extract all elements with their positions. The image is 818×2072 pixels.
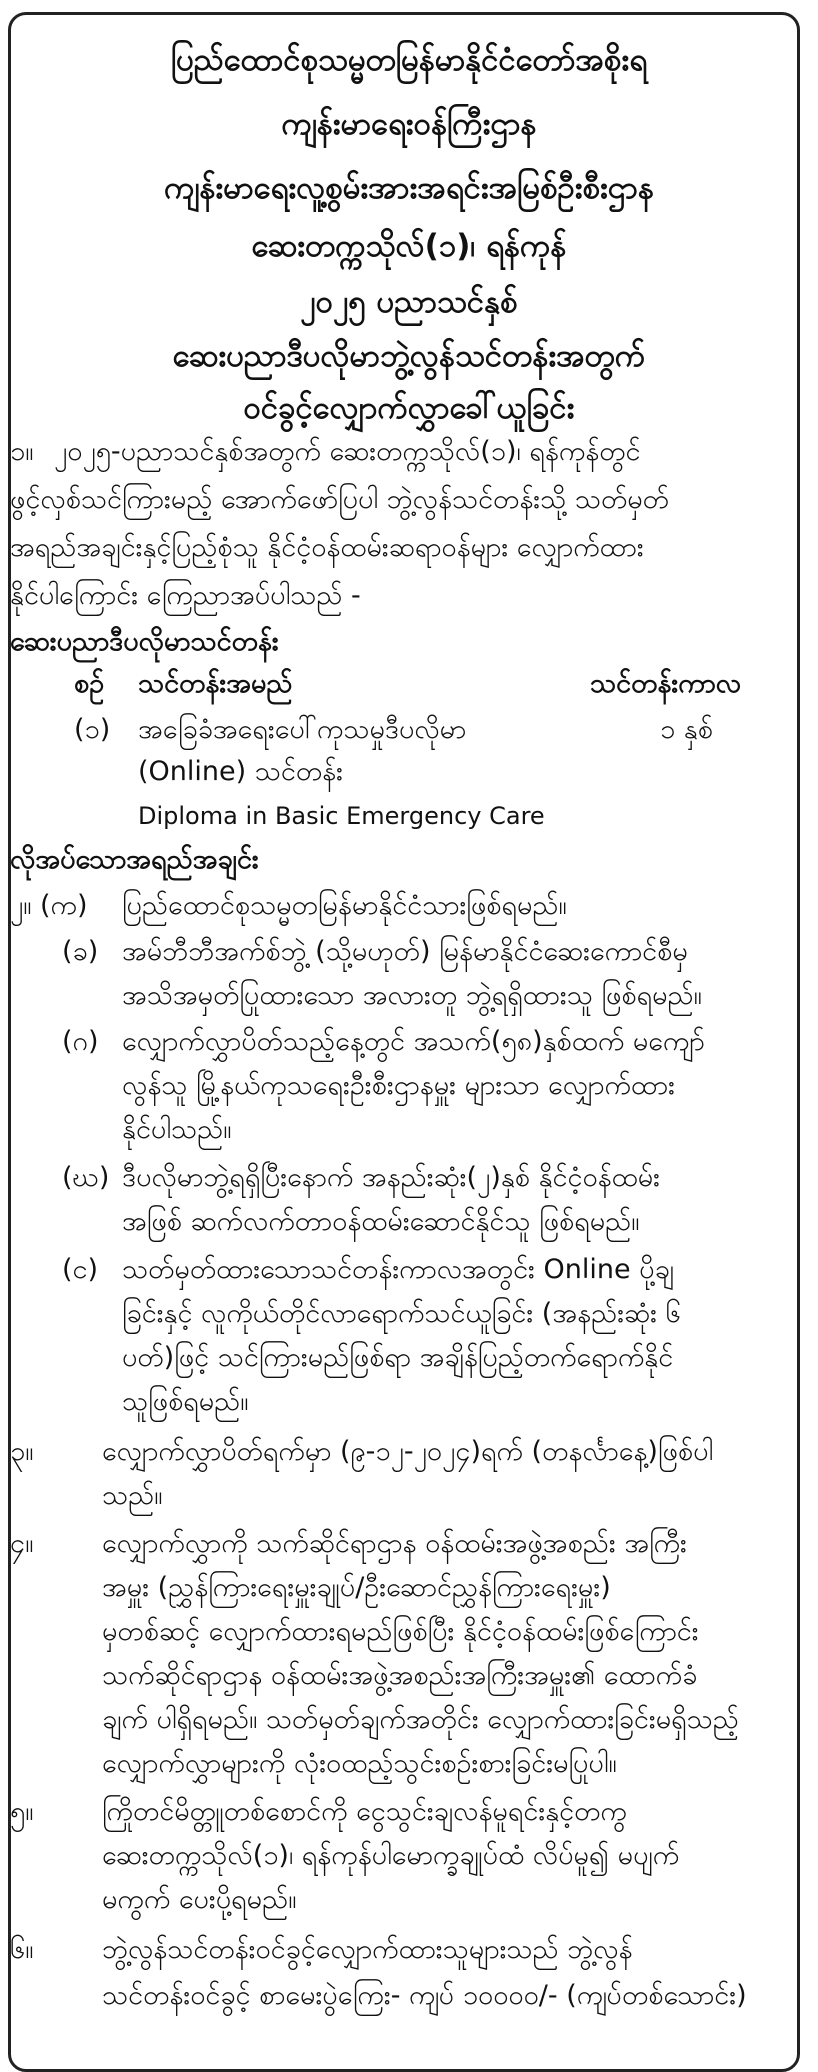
intro-line: ဖွင့်လှစ်သင်ကြားမည့် အောက်ဖော်ပြပါ ဘွဲ့လွန်သင်တန်းသို့ သတ်မှတ် (10, 484, 669, 515)
course-row-duration: ၁ နှစ် (660, 714, 713, 745)
course-section-heading: ဆေးပညာဒီပလိုမာသင်တန်း (10, 626, 279, 657)
col-duration-header: သင်တန်းကာလ (590, 668, 742, 699)
clause-line: လျှောက်လွှာကို သက်ဆိုင်ရာဌာန ဝန်ထမ်းအဖွဲ့အစည်း အကြီး (102, 1528, 687, 1559)
intro-line: ၂၀၂၅-ပညာသင်နှစ်အတွက် ဆေးတက္ကသိုလ်(၁)၊ ရန်ကုန်တွင် (54, 436, 641, 467)
requirements-heading: လိုအပ်သောအရည်အချင်း (10, 844, 259, 875)
req-line: အမ်ဘီဘီအက်စ်ဘွဲ့ (သို့မဟုတ်) မြန်မာနိုင်ငံဆေးကောင်စီမှ (122, 936, 688, 967)
intro-number: ၁။ (10, 436, 34, 467)
department-title: ကျန်းမာရေးလူ့စွမ်းအားအရင်းအမြစ်ဦးစီးဌာန (164, 170, 654, 206)
req-line: သူဖြစ်ရမည်။ (122, 1386, 249, 1417)
req-label: (င) (62, 1254, 99, 1285)
req-label: (ဃ) (62, 1162, 110, 1193)
clause-number: ၆။ (10, 1934, 34, 1965)
clause-line: လျှောက်လွှာများကို လုံးဝထည့်သွင်းစဉ်းစားခြင်းမပြုပါ။ (102, 1748, 617, 1779)
req-line: ခြင်းနှင့် လူကိုယ်တိုင်လာရောက်သင်ယူခြင်း (အနည်းဆုံး ၆ (122, 1298, 681, 1329)
course-row-no: (၁) (74, 714, 111, 745)
course-row-name: အခြေခံအရေးပေါ်ကုသမှုဒီပလိုမာ (138, 714, 467, 745)
clause-line: ကြိုတင်မိတ္တူတစ်စောင်ကို ငွေသွင်းချလန်မူရင်းနှင့်တကွ (102, 1796, 627, 1827)
col-name-header: သင်တန်းအမည် (138, 668, 293, 699)
req-line: အဖြစ် ဆက်လက်တာဝန်ထမ်းဆောင်နိုင်သူ ဖြစ်ရမည်။ (122, 1206, 640, 1237)
req-label: (ခ) (62, 936, 99, 967)
req-line: ပြည်ထောင်စုသမ္မတမြန်မာနိုင်ငံသားဖြစ်ရမည်။ (122, 890, 567, 921)
col-no-header: စဉ် (74, 668, 105, 699)
clause-number: ၃။ (10, 1436, 34, 1467)
ministry-subtitle: ကျန်းမာရေးဝန်ကြီးဌာန (281, 106, 537, 142)
call-heading: ဝင်ခွင့်လျှောက်လွှာခေါ်ယူခြင်း (243, 390, 575, 426)
academic-year: ၂၀၂၅ ပညာသင်နှစ် (300, 284, 518, 320)
clause-number: ၄။ (10, 1528, 34, 1559)
clause-line: မှတစ်ဆင့် လျှောက်ထားရမည်ဖြစ်ပြီး နိုင်ငံ့ဝန်ထမ်းဖြစ်ကြောင်း (102, 1616, 699, 1647)
req-line: ပတ်)ဖြင့် သင်ကြားမည်ဖြစ်ရာ အချိန်ပြည့်တက်ရောက်နိုင် (122, 1342, 674, 1373)
university-title: ဆေးတက္ကသိုလ်(၁)၊ ရန်ကုန် (251, 228, 567, 264)
ministry-title: ပြည်ထောင်စုသမ္မတမြန်မာနိုင်ငံတော်အစိုးရ (170, 42, 648, 78)
clause-line: သက်ဆိုင်ရာဌာန ဝန်ထမ်းအဖွဲ့အစည်းအကြီးအမှူး၏ ထောက်ခံ (102, 1660, 698, 1691)
clause-number: ၅။ (10, 1796, 34, 1827)
req-line: နိုင်ပါသည်။ (122, 1114, 232, 1145)
clause-line: အမှူး (ညွှန်ကြားရေးမှူးချုပ်/ဦးဆောင်ညွှန်ကြားရေးမှူး) (102, 1572, 611, 1603)
intro-line: နိုင်ပါကြောင်း ကြေညာအပ်ပါသည် - (10, 580, 361, 611)
clause-line: ချက် ပါရှိရမည်။ သတ်မှတ်ချက်အတိုင်း လျှောက်ထားခြင်းမရှိသည့် (102, 1704, 739, 1735)
clause-line: ဘွဲ့လွန်သင်တန်းဝင်ခွင့်လျှောက်ထားသူများသည် ဘွဲ့လွန် (102, 1934, 633, 1965)
req-label: ၂။ (က) (10, 890, 88, 921)
req-line: လျှောက်လွှာပိတ်သည့်နေ့တွင် အသက်(၅၈)နှစ်ထက် မကျော် (122, 1026, 705, 1057)
clause-line: လျှောက်လွှာပိတ်ရက်မှာ (၉-၁၂-၂၀၂၄)ရက် (တနင်္လာနေ့)ဖြစ်ပါ (102, 1436, 714, 1467)
req-line: လွန်သူ မြို့နယ်ကုသရေးဦးစီးဌာနမှူး များသာ လျှောက်ထား (122, 1070, 675, 1101)
course-heading: ဆေးပညာဒီပလိုမာဘွဲ့လွန်သင်တန်းအတွက် (172, 338, 646, 374)
clause-line: မကွက် ပေးပို့ရမည်။ (102, 1884, 297, 1915)
req-label: (ဂ) (62, 1026, 99, 1057)
req-line: သတ်မှတ်ထားသောသင်တန်းကာလအတွင်း Online ပို့ချ (122, 1254, 675, 1285)
course-row-name-2: (Online) သင်တန်း (138, 756, 343, 787)
req-line: ဒီပလိုမာဘွဲ့ရရှိပြီးနောက် အနည်းဆုံး(၂)နှစ် နိုင်ငံ့ဝန်ထမ်း (122, 1162, 660, 1193)
clause-line: ဆေးတက္ကသိုလ်(၁)၊ ရန်ကုန်ပါမောက္ခချုပ်ထံ လိပ်မူ၍ မပျက် (102, 1840, 680, 1871)
course-row-english: Diploma in Basic Emergency Care (138, 802, 545, 830)
intro-line: အရည်အချင်းနှင့်ပြည့်စုံသူ နိုင်ငံ့ဝန်ထမ်းဆရာဝန်များ လျှောက်ထား (10, 532, 644, 563)
clause-line: သင်တန်းဝင်ခွင့် စာမေးပွဲကြေး- ကျပ် ၁၀၀၀၀/- (ကျပ်တစ်သောင်း) (102, 1980, 747, 2011)
clause-line: သည်။ (102, 1480, 163, 1511)
req-line: အသိအမှတ်ပြုထားသော အလားတူ ဘွဲ့ရရှိထားသူ ဖြစ်ရမည်။ (122, 980, 702, 1011)
